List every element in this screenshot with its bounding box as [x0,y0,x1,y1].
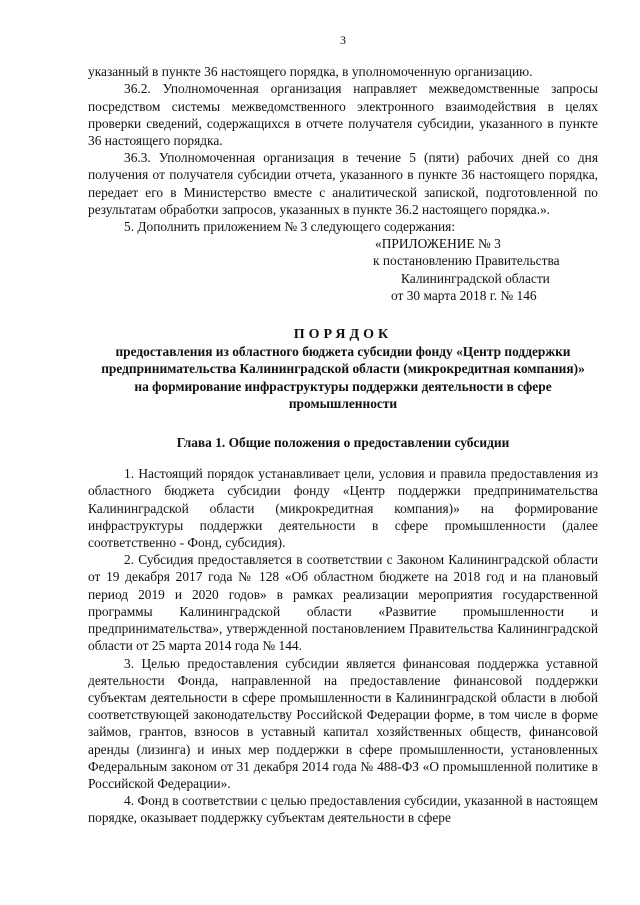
paragraph-1: 1. Настоящий порядок устанавливает цели, условия и правила предоставления из областного бюджета субсидии фонду «Центр поддержки предпринимательства Калининградской области (микрокредитная компания)» на формирование инфраструктуры поддержки деятельности в сфере промышленности (далее соответственно - Фонд, субсидия). [88,466,598,551]
paragraph-36-3: 36.3. Уполномоченная организация в течение 5 (пяти) рабочих дней со дня получения от получателя субсидии отчета, указанного в пункте 36 настоящего порядка, передает его в Министерство вместе с аналитической запиской, подготовленной по результатам обработки запросов, указанных в пункте 36.2 настоящего порядка.». [88,150,598,217]
paragraph-continuation: указанный в пункте 36 настоящего порядка, в уполномоченную организацию. [88,64,533,80]
paragraph-4: 4. Фонд в соответствии с целью предоставления субсидии, указанной в настоящем порядке, оказывает поддержку субъектам деятельности в сфере [88,793,598,826]
paragraph-36-2: 36.2. Уполномоченная организация направляет межведомственные запросы посредством системы межведомственного электронного взаимодействия в целях проверки сведений, содержащихся в отчете получателя субсидии, указанного в пункте 36 настоящего порядка. [88,81,598,149]
appendix-line: Калининградской области [401,270,550,286]
paragraph-3: 3. Целью предоставления субсидии является финансовая поддержка уставной деятельности Фонда, направленной на предоставление финансовой поддержки субъектам деятельности в сфере промышленности в Калининградской области в любой соответствующей законодательству Российской Федерации форме, в том числе в форме займов, грантов, взносов в уставный капитал хозяйственных обществ, финансовой аренды (лизинга) и иных мер поддержки в сфере промышленности, установленных Федеральным законом от 31 декабря 2014 года № 488-ФЗ «О промышленной политике в Российской Федерации». [88,655,598,791]
appendix-heading: «ПРИЛОЖЕНИЕ № 3 [375,236,501,252]
document-page [88,32,598,827]
chapter-title: Глава 1. Общие положения о предоставлении субсидии [176,435,510,451]
paragraph-item-5: 5. Дополнить приложением № 3 следующего содержания: [124,219,456,235]
paragraph-2: 2. Субсидия предоставляется в соответствии с Законом Калининградской области от 19 декабря 2017 года № 128 «Об областном бюджете на 2018 год и на плановый период 2019 и 2020 годов» в рамках реализации мероприятия государственной программы Калининградской области «Развитие промышленности и предпринимательства», утвержденной постановлением Правительства Калининградской области от 25 марта 2014 года № 144. [88,552,598,654]
page-number: 3 [340,33,346,47]
document-title: ПОРЯДОК [293,327,393,343]
document-subtitle: предоставления из областного бюджета субсидии фонду «Центр поддержки предпринимательства Калининградской области (микрокредитная компания)» на формирование инфраструктуры поддержки деятельности в сфере промышленности [101,344,585,411]
appendix-block [373,235,598,304]
appendix-line: к постановлению Правительства [373,253,560,269]
appendix-date: от 30 марта 2018 г. № 146 [391,287,537,303]
